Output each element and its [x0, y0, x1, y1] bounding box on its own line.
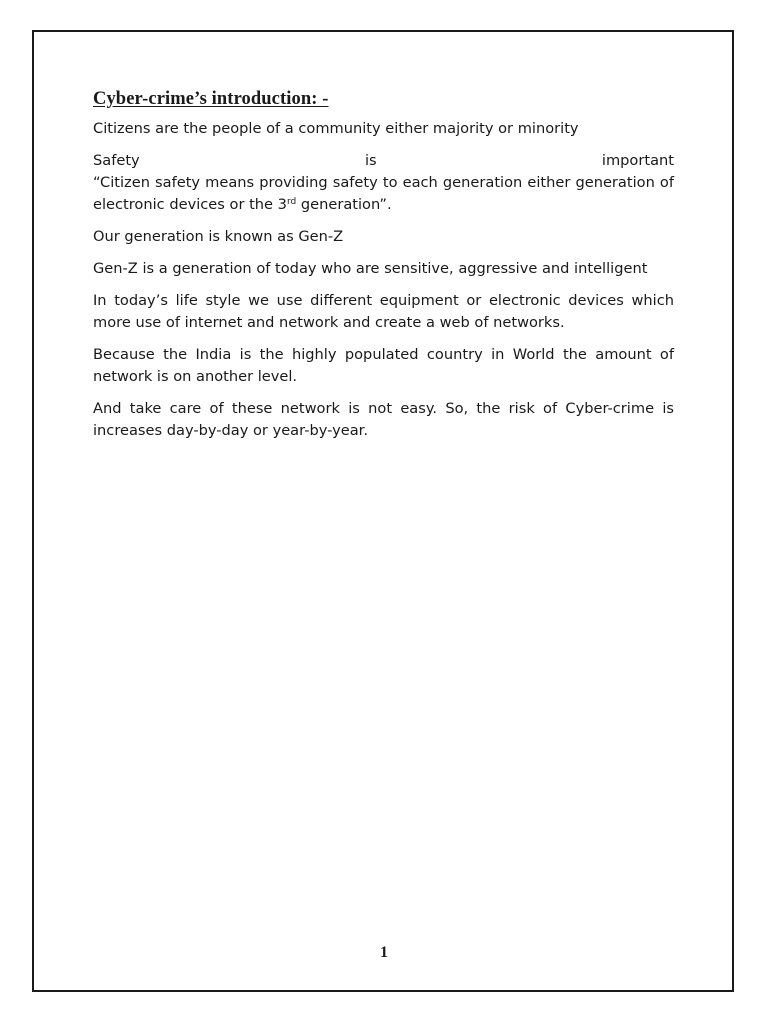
is-word: is — [364, 152, 377, 169]
paragraph-citizens: Citizens are the people of a community either majority or minority — [93, 120, 579, 137]
paragraph-india: Because the India is the highly populated country in World the amount of network is on another level. — [93, 346, 674, 385]
paragraph-devices: In today’s life style we use different equipment or electronic devices which more use of internet and network and create a web of networks. — [93, 292, 674, 331]
citizen-safety-quote — [93, 172, 674, 216]
paragraph-safety — [93, 150, 674, 216]
document-body — [93, 86, 674, 452]
quote-text-end: generation”. — [296, 196, 392, 213]
ordinal-superscript: rd — [286, 197, 297, 207]
paragraph-risk: And take care of these network is not easy. So, the risk of Cyber-crime is increases day-by-day or year-by-year. — [93, 400, 674, 439]
paragraph-gen-z: Our generation is known as Gen-Z — [93, 228, 344, 245]
quote-text: “Citizen safety means providing safety to each generation either generation of electronic devices or the 3 — [93, 174, 674, 213]
page-number: 1 — [380, 944, 388, 961]
paragraph-gen-z-definition: Gen-Z is a generation of today who are sensitive, aggressive and intelligent — [93, 260, 648, 277]
safety-word: Safety — [93, 152, 140, 169]
important-word: important — [601, 152, 674, 169]
safety-line — [93, 150, 674, 172]
section-heading: Cyber-crime’s introduction: - — [93, 89, 329, 109]
